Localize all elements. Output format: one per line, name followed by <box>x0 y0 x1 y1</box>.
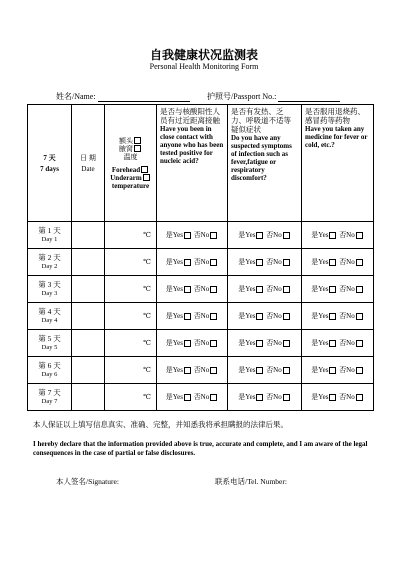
no-checkbox[interactable] <box>283 313 290 320</box>
no-checkbox[interactable] <box>283 340 290 347</box>
yes-checkbox[interactable] <box>256 340 263 347</box>
passport-field[interactable] <box>207 91 340 102</box>
table-row <box>28 357 374 384</box>
temperature-cell[interactable]: ℃ <box>105 249 157 276</box>
form-subtitle: Personal Health Monitoring Form <box>149 62 259 71</box>
answer-cell: 是Yes 否No <box>157 384 228 411</box>
day-label: 第 2 天 Day 2 <box>28 249 72 276</box>
day-label: 第 7 天 Day 7 <box>28 384 72 411</box>
phone-label: 联系电话/Tel. Number: <box>215 477 287 486</box>
table-row <box>28 249 374 276</box>
question-symptoms: 是否有发热、乏力、呼吸道不适等疑似症状 Do you have any suspected symptoms of infection such as fever,fatigue or respiratory discomfort? <box>228 105 302 222</box>
no-checkbox[interactable] <box>356 340 363 347</box>
answer-cell: 是Yes 否No <box>228 222 302 249</box>
answer-cell: 是Yes 否No <box>228 330 302 357</box>
no-checkbox[interactable] <box>356 313 363 320</box>
no-checkbox[interactable] <box>210 232 217 239</box>
temperature-cell[interactable]: ℃ <box>105 222 157 249</box>
temperature-cell[interactable]: ℃ <box>105 384 157 411</box>
day-label: 第 6 天 Day 6 <box>28 357 72 384</box>
no-checkbox[interactable] <box>283 259 290 266</box>
name-label: 姓名/Name: <box>56 92 96 101</box>
no-checkbox[interactable] <box>283 367 290 374</box>
forehead-checkbox-zh[interactable] <box>134 137 141 144</box>
yes-checkbox[interactable] <box>256 394 263 401</box>
temperature-cell[interactable]: ℃ <box>105 357 157 384</box>
table-row <box>28 330 374 357</box>
name-underline[interactable] <box>98 92 190 102</box>
answer-cell: 是Yes 否No <box>302 330 374 357</box>
days-header: 7 天 7 days <box>28 105 72 222</box>
no-checkbox[interactable] <box>210 394 217 401</box>
temperature-header: 额头 腋窝 温度 Forehead Underarm temperature <box>105 105 157 222</box>
no-checkbox[interactable] <box>210 313 217 320</box>
yes-checkbox[interactable] <box>329 286 336 293</box>
passport-underline[interactable] <box>278 92 340 102</box>
declaration-en: I hereby declare that the information provided above is true, accurate and complete, and I am aware of the legal consequences in the case of partial or false disclosures. <box>33 440 368 457</box>
date-header: 日 期 Date <box>72 105 105 222</box>
passport-label: 护照号/Passport No.: <box>207 92 277 101</box>
day-label: 第 1 天 Day 1 <box>28 222 72 249</box>
yes-checkbox[interactable] <box>329 313 336 320</box>
answer-cell: 是Yes 否No <box>157 249 228 276</box>
day-label: 第 4 天 Day 4 <box>28 303 72 330</box>
question-close-contact: 是否与核酸阳性人员有过近距离接触 Have you been in close contact with anyone who has been tested positive for nucleic acid? <box>157 105 228 222</box>
no-checkbox[interactable] <box>356 367 363 374</box>
date-cell[interactable] <box>72 276 105 303</box>
declaration-zh: 本人保证以上填写信息真实、准确、完整，并知悉我将承担瞒报的法律后果。 <box>33 420 288 429</box>
answer-cell: 是Yes 否No <box>157 222 228 249</box>
name-field[interactable] <box>56 91 190 102</box>
yes-checkbox[interactable] <box>329 259 336 266</box>
question-medicine: 是否服用退烧药、感冒药等药物 Have you taken any medicine for fever or cold, etc.? <box>302 105 374 222</box>
table-row <box>28 276 374 303</box>
no-checkbox[interactable] <box>356 232 363 239</box>
yes-checkbox[interactable] <box>184 259 191 266</box>
no-checkbox[interactable] <box>283 394 290 401</box>
temperature-cell[interactable]: ℃ <box>105 276 157 303</box>
table-row <box>28 303 374 330</box>
yes-checkbox[interactable] <box>329 394 336 401</box>
table-header-row <box>28 105 374 222</box>
no-checkbox[interactable] <box>356 286 363 293</box>
yes-checkbox[interactable] <box>256 232 263 239</box>
answer-cell: 是Yes 否No <box>302 222 374 249</box>
answer-cell: 是Yes 否No <box>302 276 374 303</box>
yes-checkbox[interactable] <box>329 367 336 374</box>
no-checkbox[interactable] <box>210 367 217 374</box>
no-checkbox[interactable] <box>283 286 290 293</box>
yes-checkbox[interactable] <box>184 313 191 320</box>
no-checkbox[interactable] <box>356 394 363 401</box>
date-cell[interactable] <box>72 384 105 411</box>
date-cell[interactable] <box>72 222 105 249</box>
answer-cell: 是Yes 否No <box>302 384 374 411</box>
date-cell[interactable] <box>72 303 105 330</box>
underarm-checkbox-zh[interactable] <box>134 145 141 152</box>
monitoring-table <box>27 104 374 411</box>
date-cell[interactable] <box>72 330 105 357</box>
yes-checkbox[interactable] <box>256 367 263 374</box>
signature-label: 本人签名/Signature: <box>56 477 119 486</box>
forehead-checkbox[interactable] <box>141 166 148 173</box>
answer-cell: 是Yes 否No <box>302 249 374 276</box>
yes-checkbox[interactable] <box>184 394 191 401</box>
phone-field[interactable] <box>215 476 287 487</box>
answer-cell: 是Yes 否No <box>228 249 302 276</box>
date-cell[interactable] <box>72 357 105 384</box>
no-checkbox[interactable] <box>283 232 290 239</box>
yes-checkbox[interactable] <box>184 286 191 293</box>
answer-cell: 是Yes 否No <box>157 276 228 303</box>
answer-cell: 是Yes 否No <box>228 303 302 330</box>
yes-checkbox[interactable] <box>184 340 191 347</box>
yes-checkbox[interactable] <box>256 286 263 293</box>
day-label: 第 5 天 Day 5 <box>28 330 72 357</box>
form-title: 自我健康状况监测表 <box>149 48 258 62</box>
temperature-cell[interactable]: ℃ <box>105 303 157 330</box>
no-checkbox[interactable] <box>210 259 217 266</box>
answer-cell: 是Yes 否No <box>228 276 302 303</box>
answer-cell: 是Yes 否No <box>302 303 374 330</box>
day-label: 第 3 天 Day 3 <box>28 276 72 303</box>
yes-checkbox[interactable] <box>256 313 263 320</box>
day-rows <box>28 222 374 411</box>
table-row <box>28 222 374 249</box>
answer-cell: 是Yes 否No <box>157 303 228 330</box>
yes-checkbox[interactable] <box>329 340 336 347</box>
no-checkbox[interactable] <box>210 286 217 293</box>
answer-cell: 是Yes 否No <box>157 357 228 384</box>
no-checkbox[interactable] <box>356 259 363 266</box>
temperature-cell[interactable]: ℃ <box>105 330 157 357</box>
answer-cell: 是Yes 否No <box>228 357 302 384</box>
yes-checkbox[interactable] <box>329 232 336 239</box>
answer-cell: 是Yes 否No <box>302 357 374 384</box>
signature-field[interactable] <box>56 476 119 487</box>
date-cell[interactable] <box>72 249 105 276</box>
yes-checkbox[interactable] <box>256 259 263 266</box>
no-checkbox[interactable] <box>210 340 217 347</box>
underarm-checkbox[interactable] <box>143 174 150 181</box>
yes-checkbox[interactable] <box>184 232 191 239</box>
answer-cell: 是Yes 否No <box>228 384 302 411</box>
table-row <box>28 384 374 411</box>
answer-cell: 是Yes 否No <box>157 330 228 357</box>
yes-checkbox[interactable] <box>184 367 191 374</box>
